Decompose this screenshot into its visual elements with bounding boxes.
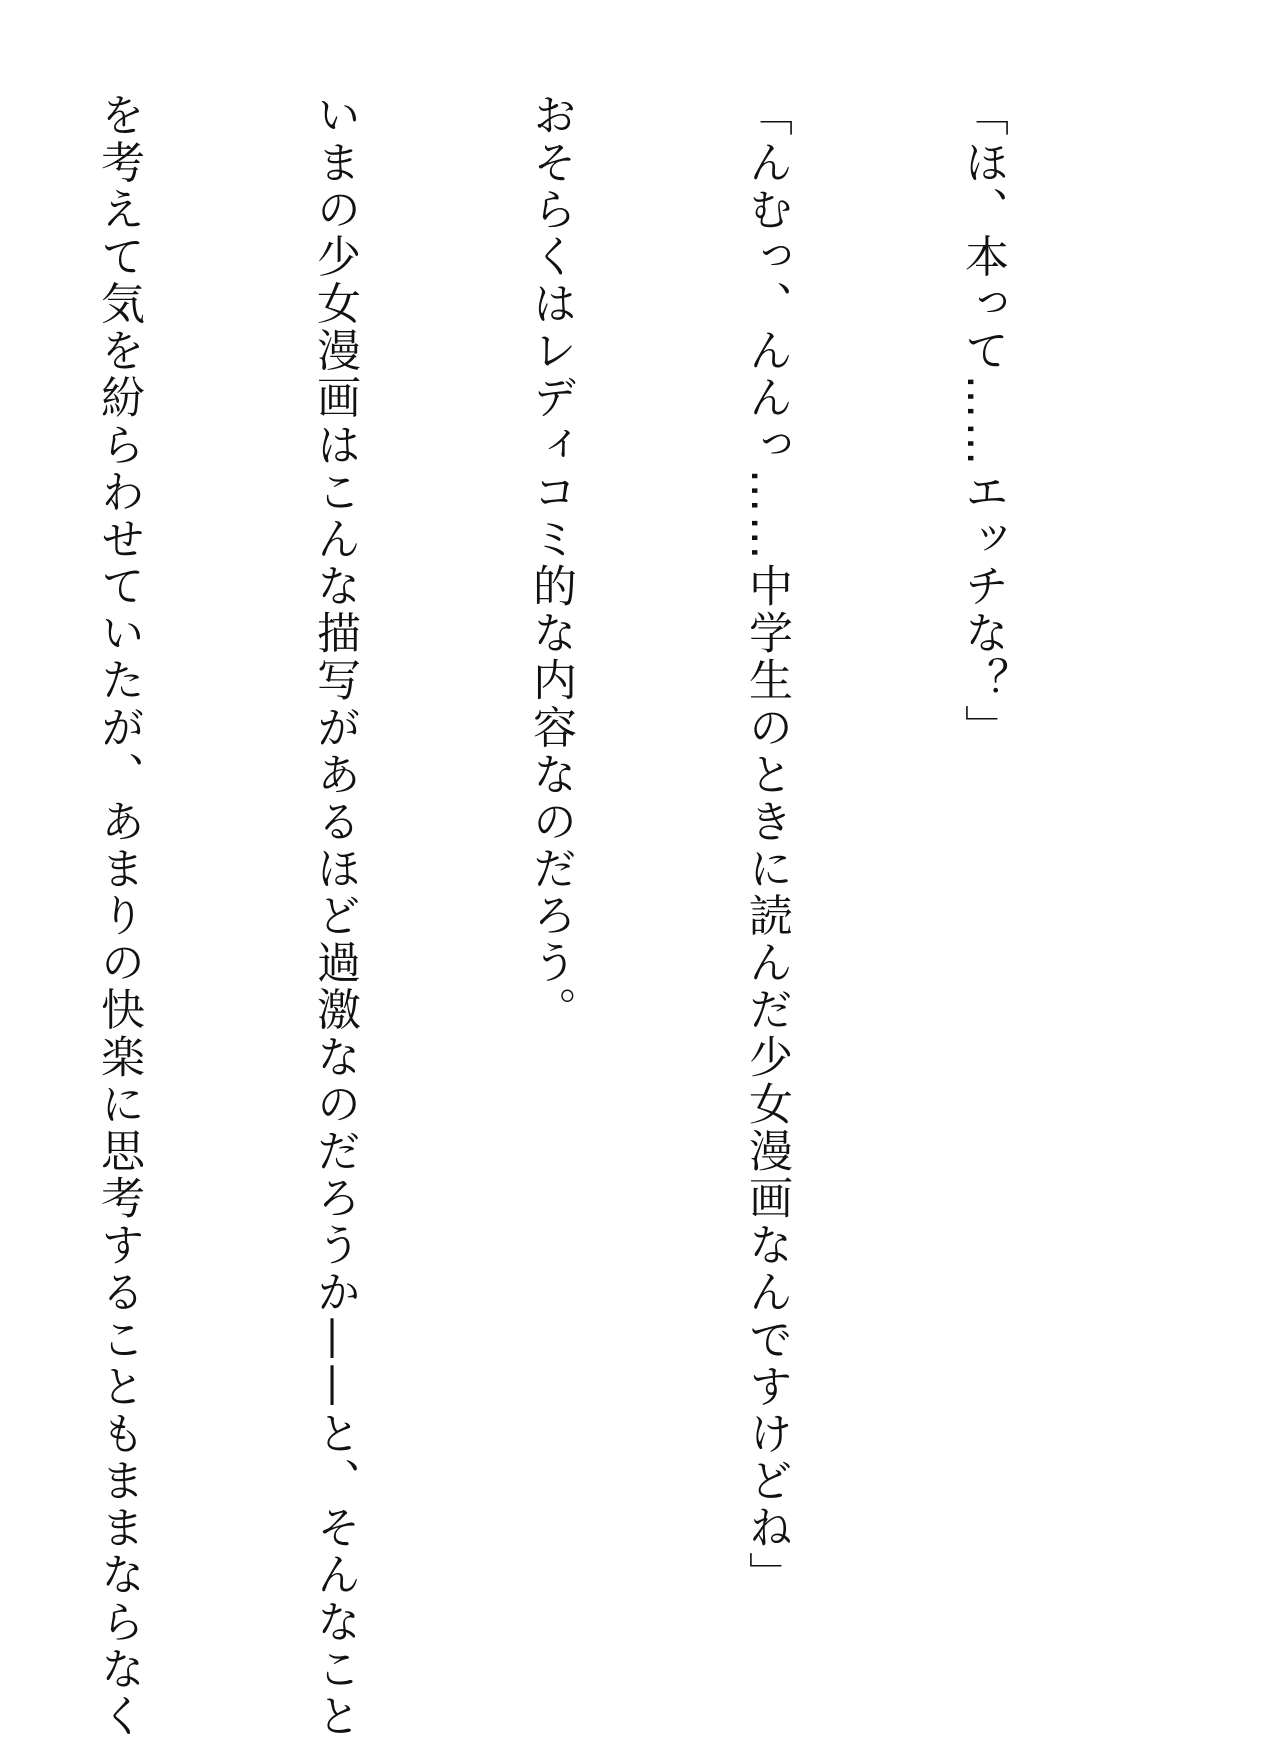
text-line-3: おそらくはレディコミ的な内容なのだろう。 bbox=[525, 92, 576, 1034]
text-line-5: を考えて気を紛らわせていたが、あまりの快楽に思考することもままならなく bbox=[93, 92, 144, 1740]
text-line-4: いまの少女漫画はこんな描写があるほど過激なのだろうか——と、そんなこと bbox=[309, 92, 360, 1740]
text-line-2: 「んむっ、んんっ……中学生のときに読んだ少女漫画なんですけどね」 bbox=[741, 92, 792, 1599]
text-line-1: 「ほ、本って……エッチな？」 bbox=[957, 92, 1008, 752]
vertical-text-body bbox=[93, 92, 1162, 1740]
